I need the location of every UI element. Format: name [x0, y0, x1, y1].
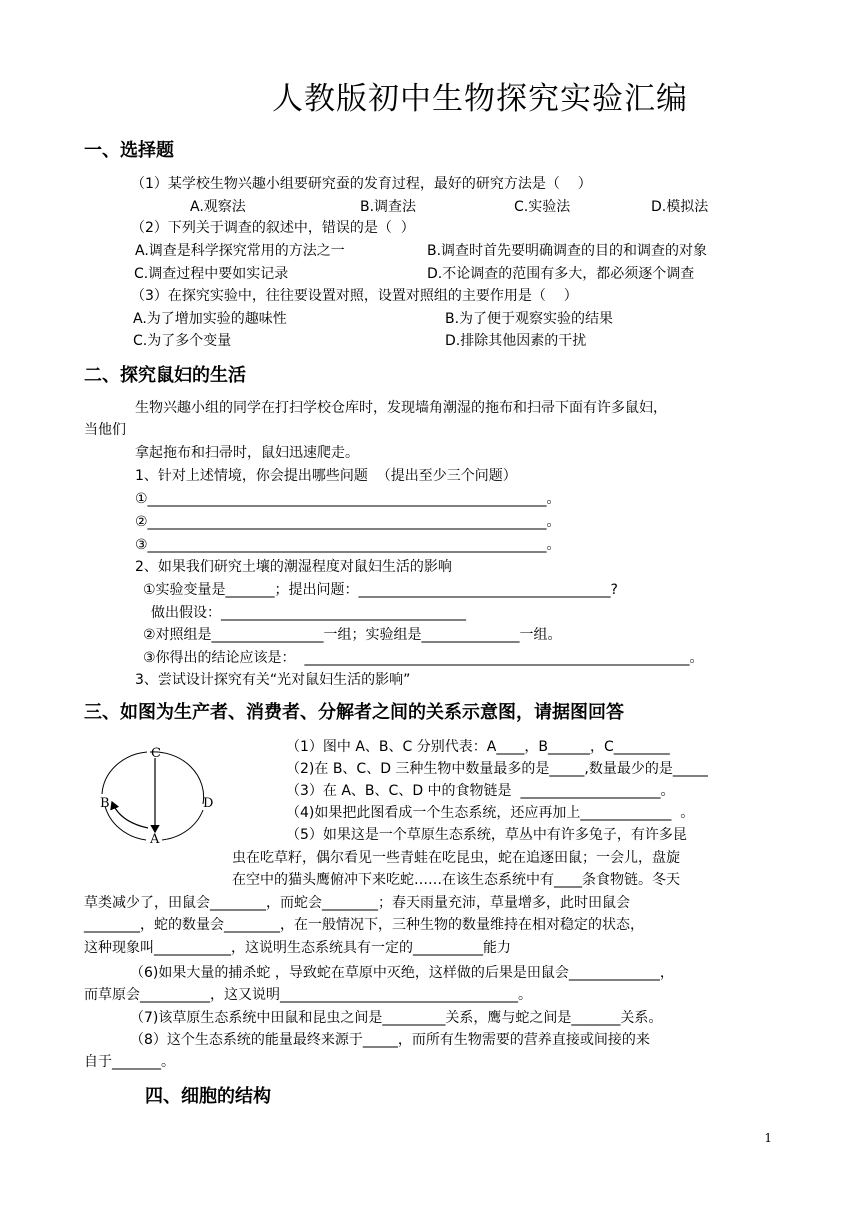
- s3-line-3: （3）在 A、B、C、D 中的食物链是 ____________________。: [286, 783, 675, 799]
- answer-blank-2: ②_________________________________________________________。: [135, 514, 561, 530]
- s3-line-11: （6)如果大量的捕杀蛇 ，导致蛇在草原中灭绝，这样做的后果是田鼠会_____________，: [130, 965, 674, 981]
- s3-line-2: （2)在 B、C、D 三种生物中数量最多的是_____,数量最少的是_____: [286, 761, 708, 777]
- prompt-2-conclusion: ③你得出的结论应该是： _______________________________________________________。: [143, 650, 704, 666]
- prompt-1: 1、针对上述情境，你会提出哪些问题 （提出至少三个问题）: [135, 468, 517, 484]
- question-2-option-a: A.调查是科学探究常用的方法之一: [135, 243, 345, 259]
- page-number: 1: [764, 1131, 772, 1145]
- s3-line-1: （1）图中 A、B、C 分别代表：A____，B______，C________: [286, 739, 670, 755]
- s3-line-14: （8）这个生态系统的能量最终来源于_____，而所有生物需要的营养直接或间接的来: [130, 1032, 650, 1048]
- arrow-a-to-b: [112, 802, 148, 828]
- s3-line-4: （4)如果把此图看成一个生态系统，还应再加上_____________ 。: [286, 805, 695, 821]
- arc-c-to-b: [102, 752, 147, 794]
- question-3-option-d: D.排除其他因素的干扰: [445, 333, 587, 349]
- prompt-2: 2、如果我们研究土壤的潮湿程度对鼠妇生活的影响: [135, 559, 452, 575]
- question-1-option-a: A.观察法: [190, 199, 246, 215]
- answer-blank-1: ①_________________________________________________________。: [135, 491, 561, 507]
- s3-line-5: （5）如果这是一个草原生态系统，草丛中有许多兔子，有许多昆: [286, 827, 687, 843]
- question-2: （2）下列关于调查的叙述中，错误的是（ ）: [131, 220, 415, 236]
- question-3: （3）在探究实验中，往往要设置对照，设置对照组的主要作用是（ ）: [131, 288, 578, 304]
- question-2-option-c: C.调查过程中要如实记录: [134, 266, 289, 282]
- s3-line-15: 自于_______。: [84, 1054, 175, 1070]
- diagram-label-c: C: [151, 746, 161, 761]
- s3-line-12: 而草原会__________，这又说明__________________________________。: [84, 987, 532, 1003]
- question-3-option-a: A.为了增加实验的趣味性: [133, 311, 287, 327]
- prompt-2-variable: ①实验变量是_______；提出问题：____________________________________?: [143, 582, 618, 598]
- question-1-option-d: D.模拟法: [651, 199, 709, 215]
- s3-line-8: 草类减少了，田鼠会________，而蛇会________；春天雨量充沛，草量增多，此时田鼠会: [84, 895, 630, 911]
- prompt-2-groups: ②对照组是________________一组；实验组是______________一组。: [143, 627, 562, 643]
- s3-line-9: ________，蛇的数量会________，在一般情况下，三种生物的数量维持在相对稳定的状态，: [84, 917, 644, 933]
- section-1-heading: 一、选择题: [84, 140, 174, 161]
- s3-line-13: （7)该草原生态系统中田鼠和昆虫之间是_________关系，鹰与蛇之间是_______关系。: [130, 1010, 663, 1026]
- s3-line-7: 在空中的猫头鹰俯冲下来吃蛇……在该生态系统中有____条食物链。冬天: [232, 872, 680, 888]
- prompt-3: 3、尝试设计探究有关“光对鼠妇生活的影响”: [135, 672, 411, 688]
- intro-text-1: 生物兴趣小组的同学在打扫学校仓库时，发现墙角潮湿的拖布和扫帚下面有许多鼠妇，: [135, 400, 667, 416]
- diagram-label-a: A: [150, 832, 160, 844]
- question-3-option-c: C.为了多个变量: [133, 333, 232, 349]
- section-2-heading: 二、探究鼠妇的生活: [84, 365, 246, 386]
- s3-line-6: 虫在吃草籽，偶尔看见一些青蛙在吃昆虫，蛇在追逐田鼠；一会儿，盘旋: [232, 850, 680, 866]
- question-1: （1）某学校生物兴趣小组要研究蚕的发育过程，最好的研究方法是（ ）: [131, 176, 592, 192]
- question-1-option-c: C.实验法: [514, 199, 571, 215]
- section-3-heading: 三、如图为生产者、消费者、分解者之间的关系示意图，请据图回答: [84, 702, 624, 723]
- diagram-label-b: B: [100, 796, 110, 811]
- section-4-heading: 四、细胞的结构: [145, 1086, 271, 1107]
- document-title: 人教版初中生物探究实验汇编: [272, 81, 688, 117]
- question-1-option-b: B.调查法: [360, 199, 417, 215]
- question-3-option-b: B.为了便于观察实验的结果: [445, 311, 614, 327]
- intro-text-2: 当他们: [84, 422, 126, 438]
- s3-line-10: 这种现象叫___________，这说明生态系统具有一定的__________能力: [84, 940, 511, 956]
- ecosystem-relationship-diagram: [90, 744, 230, 844]
- question-2-option-d: D.不论调查的范围有多大，都必须逐个调查: [427, 266, 695, 282]
- diagram-label-d: D: [203, 796, 214, 811]
- answer-blank-3: ③_________________________________________________________。: [135, 537, 561, 553]
- prompt-2-hypothesis: 做出假设：___________________________________: [151, 605, 466, 621]
- question-2-option-b: B.调查时首先要明确调查的目的和调查的对象: [427, 243, 708, 259]
- intro-text-3: 拿起拖布和扫帚时，鼠妇迅速爬走。: [135, 445, 359, 461]
- arc-d-to-a: [162, 810, 203, 840]
- arc-b-to-a: [105, 806, 146, 840]
